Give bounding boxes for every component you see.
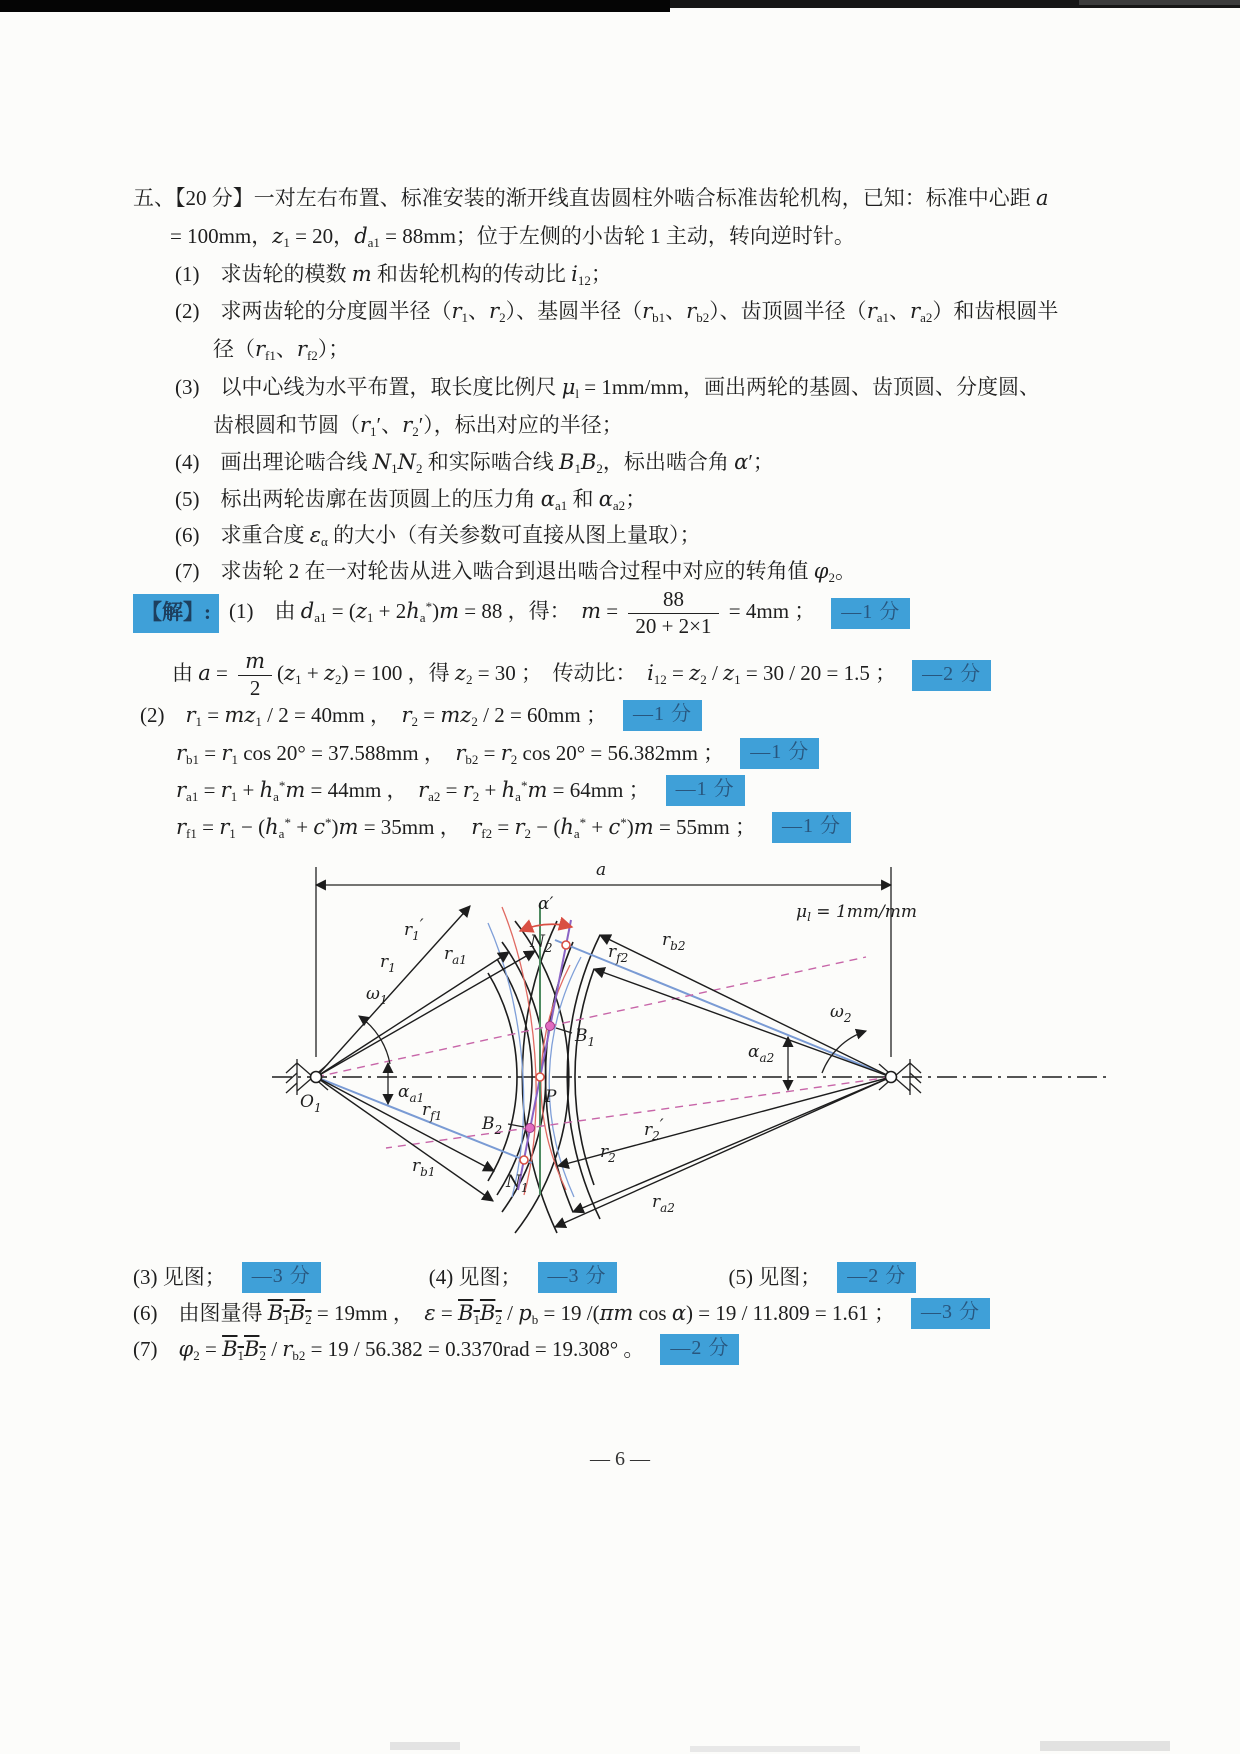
solution-line-4 [176, 738, 819, 769]
solution-line-1 [133, 588, 910, 638]
omega2-label: $\omega_2$ [830, 1002, 852, 1025]
r2-prime-label: $r_2'$ [644, 1116, 664, 1143]
point-B1 [546, 1022, 555, 1031]
scan-artifact-bottom-2 [690, 1746, 860, 1752]
ray-O1-B1-dashed [316, 957, 866, 1077]
rb2-label: $r_{b2}$ [662, 930, 686, 953]
B2-label: $B_2$ [482, 1114, 503, 1137]
r2-label: $r_2$ [600, 1142, 616, 1165]
solution-label-chip: 【解】: [133, 594, 219, 633]
answer-row-345 [133, 1262, 916, 1293]
answer-row-6 [133, 1298, 990, 1329]
pivot-O2 [879, 1059, 921, 1095]
omega1-label: $\omega_1$ [366, 984, 388, 1007]
ra2-label: $r_{a2}$ [652, 1192, 675, 1215]
alpha-prime-label: α′ [538, 894, 554, 914]
alpha-a1-label: $\alpha_{a1}$ [398, 1082, 425, 1105]
ray-O2-B2-dashed [386, 1077, 891, 1148]
solution-eq-tip-radii: $r_{a1} = r_1 + h_a^*m = 44mm$ ， $r_{a2} = r_2 + h_a^*m = 64mm$ ； [176, 778, 650, 804]
radius-O1-N1-line [316, 1077, 532, 1163]
point-P [536, 1073, 544, 1081]
N2-label: $N_2$ [530, 932, 553, 955]
problem-item-1: (1) 求齿轮的模数 m 和齿轮机构的传动比 $i_{12}$； [175, 262, 612, 288]
score-badge-5: —1 分 [666, 775, 745, 806]
problem-heading-line1: 五、【20 分】一对左右布置、标准安装的渐开线直齿圆柱外啮合标准齿轮机构，已知：标准中心距 a [133, 186, 1049, 210]
score-badge-a5: —2 分 [837, 1262, 916, 1293]
score-badge-a3: —3 分 [242, 1262, 321, 1293]
answer-row-7 [133, 1334, 739, 1365]
gear2-radius-arrows [555, 935, 891, 1227]
gear1-radius-arrows [316, 906, 535, 1201]
rf2-label: $r_{f2}$ [608, 942, 629, 965]
scan-artifact-bottom-1 [390, 1742, 460, 1750]
score-badge-2: —2 分 [912, 660, 991, 691]
rf1-label: $r_{f1}$ [422, 1100, 443, 1123]
problem-item-5: (5) 标出两轮齿廓在齿顶圆上的压力角 $\alpha_{a1}$ 和 $\alpha_{a2}$； [175, 487, 647, 513]
solution-line-3 [140, 700, 702, 731]
solution-eq-root-radii: $r_{f1} = r_1 - (h_a^* + c^*)m = 35mm$ ， $r_{f2} = r_2 - (h_a^* + c^*)m = 55mm$ ； [176, 815, 756, 841]
problem-item-3-line1: (3) 以中心线为水平布置，取长度比例尺 $\mu_l = 1mm/mm$，画出两轮的基圆、齿顶圆、分度圆、 [175, 375, 1041, 401]
answer-7: (7) $\varphi_2 = B_1B_2 / r_{b2} = 19 / 56.382 = 0.3370rad = 19.308^\circ$ 。 [133, 1337, 645, 1363]
gear-mesh-diagram [266, 845, 1118, 1257]
score-badge-a6: —3 分 [911, 1298, 990, 1329]
point-N1 [520, 1156, 528, 1164]
problem-item-2-line1: (2) 求两齿轮的分度圆半径（$r_1$、$r_2$）、基圆半径（$r_{b1}$、$r_{b2}$）、齿顶圆半径（$r_{a1}$、$r_{a2}$）和齿根圆半 [175, 299, 1059, 325]
solution-line-6 [176, 812, 851, 843]
point-B2 [526, 1124, 535, 1133]
scan-artifact-bottom-3 [1040, 1741, 1170, 1751]
answer-6: (6) 由图量得 $B_1B_2 = 19mm$ ， $\varepsilon = B_1B_2 / p_b = 19$ /(πm cos α) = 19 / 11.809 = 1.61 ； [133, 1301, 896, 1327]
solution-line-2 [172, 650, 991, 700]
alpha-a2-label: $\alpha_{a2}$ [748, 1042, 775, 1065]
O1-label: $O_1$ [300, 1092, 322, 1115]
r1-label: $r_1$ [380, 952, 396, 975]
scale-label: $\mu_l = 1mm/mm$ [796, 902, 917, 924]
solution-eq-pitch-radii: (2) $r_1 = mz_1 / 2 = 40mm$ ， $r_2 = mz_2 / 2 = 60mm$ ； [140, 703, 607, 729]
score-badge-1: —1 分 [831, 598, 910, 629]
point-N2 [562, 941, 570, 949]
problem-item-3-line2: 齿根圆和节圆（$r_1'$、$r_2'$），标出对应的半径； [213, 413, 623, 439]
P-label: P [545, 1087, 557, 1107]
problem-item-4: (4) 画出理论啮合线 $N_1N_2$ 和实际啮合线 $B_1B_2$，标出啮合角 α′； [175, 450, 774, 476]
pivot-O1 [286, 1059, 328, 1115]
line-of-action [518, 920, 571, 1190]
solution-eq-center-distance: 由 a = $\frac{m}{2}$ $(z_1 + z_2) = 100$ ，得 $z_2 = 30$ ； 传动比： $i_{12} = z_2 / z_1 = 30 / 20 = 1.5$ ； [172, 649, 897, 700]
score-badge-3: —1 分 [623, 700, 702, 731]
score-badge-6: —1 分 [772, 812, 851, 843]
score-badge-4: —1 分 [740, 738, 819, 769]
rb1-label: $r_{b1}$ [412, 1156, 436, 1179]
answer-3: (3) 见图； [133, 1265, 226, 1289]
N1-label: $N_1$ [506, 1172, 529, 1195]
ra1-label: $r_{a1}$ [444, 944, 467, 967]
dimension-a-label: a [596, 860, 607, 880]
answer-5: (5) 见图； [728, 1265, 822, 1289]
B1-label: $B_1$ [575, 1026, 596, 1049]
answer-4: (4) 见图； [428, 1265, 522, 1289]
alpha-prime-arrow [520, 924, 572, 931]
score-badge-a4: —3 分 [538, 1262, 617, 1293]
r1-prime-label: $r_1'$ [404, 916, 424, 943]
problem-item-6: (6) 求重合度 $\varepsilon_\alpha$ 的大小（有关参数可直接从图上量取）； [175, 523, 701, 549]
page-number: — 6 — [590, 1448, 650, 1470]
scan-artifact-top-left [0, 0, 670, 12]
solution-eq-base-radii: $r_{b1} = r_1$ cos 20° = 37.588mm ， $r_{b2} = r_2$ cos 20° = 56.382mm ； [176, 741, 725, 767]
solution-line-5 [176, 775, 745, 806]
score-badge-a7: —2 分 [660, 1334, 739, 1365]
problem-item-7: (7) 求齿轮 2 在一对轮齿从进入啮合到退出啮合过程中对应的转角值 $\varphi_2$。 [175, 559, 856, 585]
solution-eq-module: (1) 由 $d_{a1} = (z_1 + 2h_a^*)m = 88$ ，得： m = $\frac{88}{20 + 2\times 1}$ = 4mm ； [229, 587, 816, 638]
problem-heading-line2: = 100mm，$z_1 = 20$，$d_{a1} = 88mm$；位于左侧的小齿轮 1 主动，转向逆时针。 [170, 224, 855, 250]
scan-artifact-top-right [1079, 0, 1240, 5]
problem-item-2-line2: 径（$r_{f1}$、$r_{f2}$）； [213, 337, 350, 363]
